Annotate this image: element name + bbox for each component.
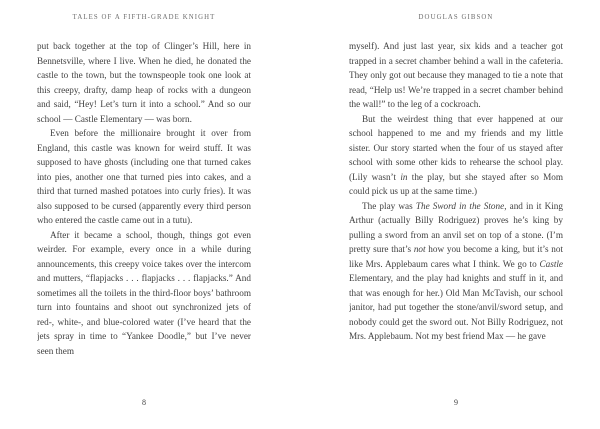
right-page-number: 9: [454, 398, 458, 407]
text-run: After it became a school, though, things got even weirder. For example, every once in a while during announcements, this creepy voice takes over the intercom and mutters, “flapjacks . . . flapjacks . . . flapjacks.” And sometimes all the toilets in the third-floor boys’ bathroom turn into fountains and shoot out synchronized jets of red-, white-, and blue-colored water (I’ve heard that the jets spray in time to “Yankee Doodle,” but I’ve never seen them: [37, 229, 251, 356]
body-paragraph: [349, 39, 563, 112]
body-paragraph: [37, 228, 251, 359]
text-run: The play was: [362, 200, 416, 211]
text-run: myself). And just last year, six kids and a teacher got trapped in a secret chamber behind a wall in the cafeteria. They only got out because they managed to tie a note that read, “Help us! We’re trapped in a secret chamber behind the wall!” to the leg of a cockroach.: [349, 41, 563, 109]
text-run: put back together at the top of Clinger’s Hill, here in Bennetsville, where I live. When he died, he donated the castle to the town, but the townspeople took one look at this creepy, drafty, damp heap of rocks with a dungeon and said, “Hey! Let’s turn it into a school.” And so our school — Castle Elementary — was born.: [37, 41, 251, 124]
italic-text-run: in: [400, 171, 408, 182]
text-run: But the weirdest thing that ever happened at our school happened to me and my friends and my little sister. Our story started when the four of us stayed after school with some other kids to rehearse the school play. (Lily wasn’t: [349, 113, 563, 182]
body-paragraph: [37, 39, 251, 126]
italic-text-run: The Sword in the Stone: [415, 200, 505, 211]
left-running-header: TALES OF A FIFTH-GRADE KNIGHT: [72, 14, 216, 21]
text-run: how you become a king, but it’s not like Mrs. Applebaum cares what I think. We go to: [349, 244, 563, 269]
left-page-text: [37, 39, 251, 391]
text-run: , and in it King Arthur (actually Billy Rodriguez) proves he’s king by pulling a sword from an anvil set on top of a stone. (I’m pretty sure that’s: [349, 200, 563, 254]
italic-text-run: not: [413, 244, 426, 254]
right-running-header: DOUGLAS GIBSON: [418, 14, 494, 21]
body-paragraph: [349, 112, 563, 199]
text-run: Even before the millionaire brought it over from England, this castle was known for weird stuff. It was supposed to have ghosts (including one that turned cakes into pies, another one that turned pies into cakes, and a third that turned mashed potatoes into curly fries). It was also supposed to be cursed (apparently every third person who entered the castle came out in a tutu).: [37, 128, 251, 225]
italic-text-run: Castle: [539, 258, 563, 269]
body-paragraph: [37, 126, 251, 228]
text-run: Elementary, and the play had knights and stuff in it, and that was enough for her.) Old Man McTavish, our school janitor, had put together the stone/anvil/sword setup, and nobody could get the sword out. Not Billy Rodriguez, not Mrs. Applebaum. Not my best friend Max — he gave: [349, 273, 563, 341]
right-page-text: [349, 39, 563, 391]
text-run: the play, but she stayed after so Mom could pick us up at the same time.): [349, 171, 563, 196]
body-paragraph: [349, 199, 563, 344]
left-page-number: 8: [142, 398, 146, 407]
